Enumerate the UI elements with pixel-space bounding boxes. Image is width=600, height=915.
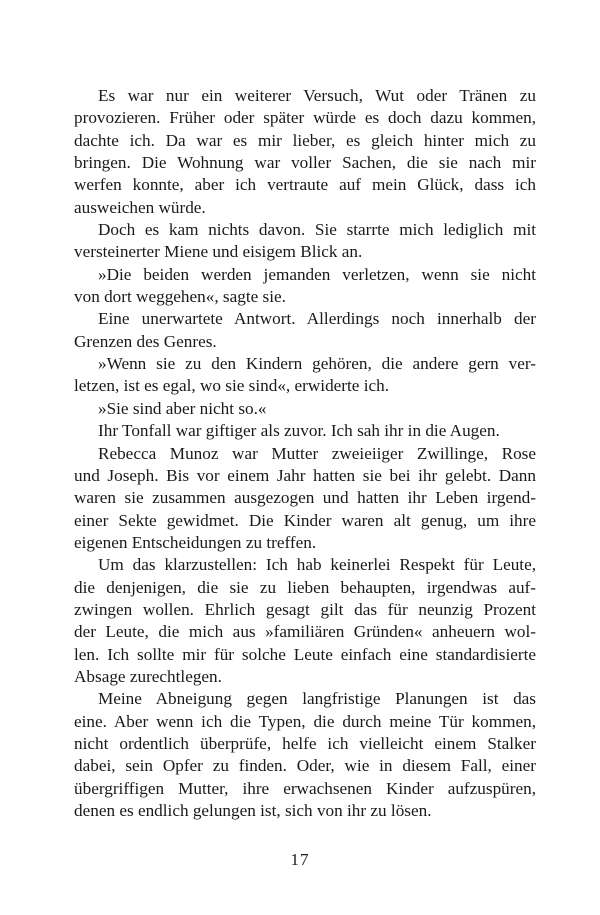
- text-line: bringen. Die Wohnung war voller Sachen, die sie nach mir: [74, 153, 536, 173]
- text-line: len. Ich sollte mir für solche Leute einfach eine standardisierte: [74, 644, 536, 664]
- page-number: 17: [290, 850, 310, 869]
- text-line: eine. Aber wenn ich die Typen, die durch meine Tür kommen,: [74, 711, 536, 731]
- text-line: Grenzen des Genres.: [74, 331, 217, 351]
- text-line: werfen konnte, aber ich vertraute auf mein Glück, dass ich: [74, 175, 536, 195]
- text-line: die denjenigen, die sie zu lieben behaupten, irgendwas auf-: [74, 577, 536, 597]
- text-line: nicht ordentlich überprüfe, helfe ich vielleicht einem Stalker: [74, 733, 536, 753]
- text-line: denen es endlich gelungen ist, sich von ihr zu lösen.: [74, 801, 432, 820]
- paragraph: [74, 554, 536, 688]
- text-line: »Die beiden werden jemanden verletzen, wenn sie nicht: [98, 264, 536, 284]
- paragraph: [74, 85, 536, 219]
- text-line: von dort weggehen«, sagte sie.: [74, 287, 286, 307]
- text-line: Meine Abneigung gegen langfristige Planungen ist das: [98, 689, 536, 709]
- text-line: eigenen Entscheidungen zu treffen.: [74, 532, 317, 552]
- text-line: dachte ich. Da war es mir lieber, es gleich hinter mich zu: [74, 130, 536, 150]
- text-line: und Joseph. Bis vor einem Jahr hatten sie bei ihr gelebt. Dann: [74, 465, 536, 485]
- paragraph: [74, 420, 536, 442]
- text-line: Um das klarzustellen: Ich hab keinerlei Respekt für Leute,: [98, 555, 536, 575]
- text-line: Ihr Tonfall war giftiger als zuvor. Ich sah ihr in die Augen.: [98, 421, 500, 441]
- paragraph: [74, 688, 536, 822]
- text-line: einer Sekte gewidmet. Die Kinder waren alt genug, um ihre: [74, 510, 536, 530]
- paragraph: [74, 443, 536, 555]
- text-line: provozieren. Früher oder später würde es doch dazu kommen,: [74, 108, 536, 128]
- text-line: Doch es kam nichts davon. Sie starrte mich lediglich mit: [98, 220, 536, 240]
- paragraph: [74, 308, 536, 353]
- text-line: Rebecca Munoz war Mutter zweieiiger Zwillinge, Rose: [98, 443, 536, 463]
- text-line: der Leute, die mich aus »familiären Gründen« anheuern wol-: [74, 622, 536, 642]
- body-text: [74, 85, 536, 822]
- paragraph: [74, 398, 536, 420]
- text-line: »Wenn sie zu den Kindern gehören, die andere gern ver-: [98, 354, 536, 374]
- text-line: »Sie sind aber nicht so.«: [98, 398, 267, 418]
- text-line: Eine unerwartete Antwort. Allerdings noch innerhalb der: [98, 309, 536, 329]
- text-line: zwingen wollen. Ehrlich gesagt gilt das für neunzig Prozent: [74, 599, 536, 619]
- text-line: dabei, sein Opfer zu finden. Oder, wie in diesem Fall, einer: [74, 756, 536, 776]
- text-line: Absage zurechtlegen.: [74, 666, 222, 686]
- text-line: ausweichen würde.: [74, 197, 206, 217]
- text-line: Es war nur ein weiterer Versuch, Wut oder Tränen zu: [98, 86, 536, 105]
- paragraph: [74, 353, 536, 398]
- paragraph: [74, 264, 536, 309]
- text-line: letzen, ist es egal, wo sie sind«, erwiderte ich.: [74, 376, 390, 396]
- text-line: waren sie zusammen ausgezogen und hatten ihr Leben irgend-: [74, 488, 536, 508]
- text-line: übergriffigen Mutter, ihre erwachsenen Kinder aufzuspüren,: [74, 778, 536, 798]
- text-line: versteinerter Miene und eisigem Blick an.: [74, 242, 363, 262]
- paragraph: [74, 219, 536, 264]
